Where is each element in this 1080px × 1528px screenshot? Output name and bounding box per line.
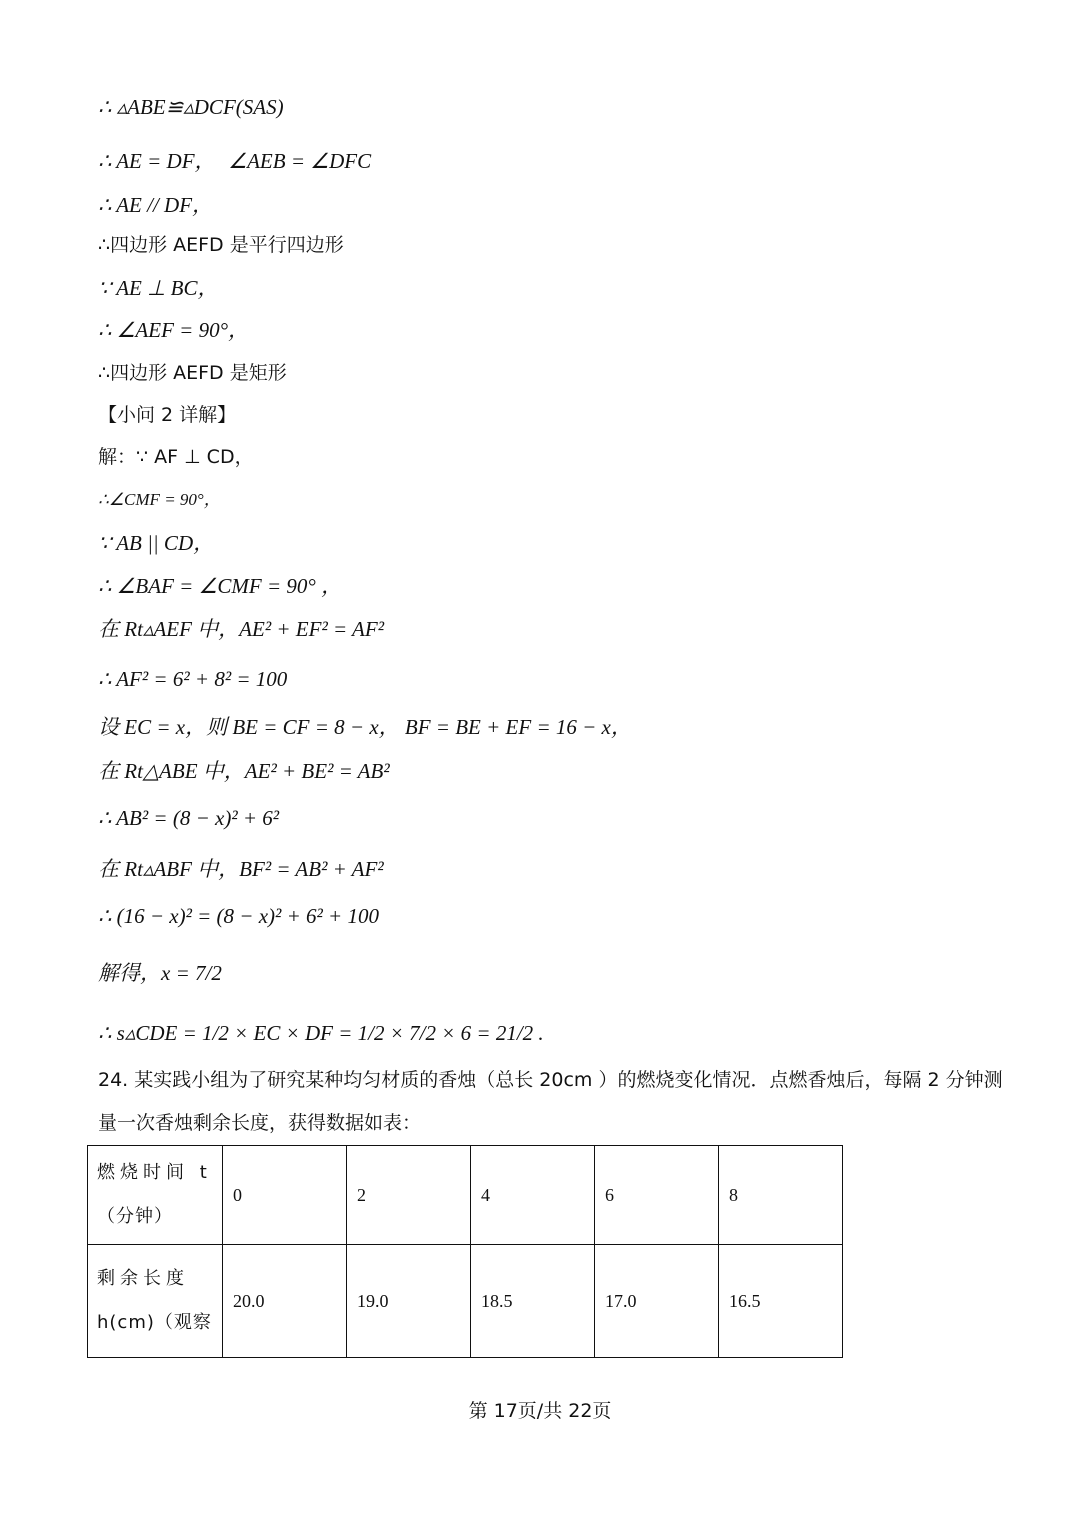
solution-line-ab-parallel-cd	[98, 533, 214, 554]
solution-line-equation	[98, 906, 379, 927]
solution-line-cmf	[98, 491, 221, 509]
text: 解：∵ AF ⊥ CD，	[98, 446, 254, 468]
solution-line-let-ec	[98, 717, 632, 738]
table-cell: 0	[223, 1146, 347, 1245]
table-header-time	[88, 1146, 223, 1245]
solution-line-baf	[98, 576, 342, 597]
solution-line-rectangle	[98, 364, 287, 383]
problem-24-line2	[98, 1114, 421, 1133]
table-row-time	[88, 1146, 843, 1245]
header-text: （分钟）	[97, 1206, 173, 1227]
solution-line-ab-squared	[98, 808, 279, 829]
math-text: 在 Rt▵AEF 中，AE² + EF² = AF²	[98, 617, 385, 641]
math-text: ∴ AF² = 6² + 8² = 100	[98, 667, 288, 691]
table-cell: 20.0	[223, 1245, 347, 1358]
table-cell: 19.0	[347, 1245, 471, 1358]
math-text: ∴ ∠AEF = 90°，	[98, 318, 249, 342]
math-text: ∴ s▵CDE = 1/2 × EC × DF = 1/2 × 7/2 × 6 = 21/2 .	[98, 1021, 544, 1045]
solution-line-x-value	[98, 963, 222, 984]
table-cell: 6	[595, 1146, 719, 1245]
solution-line-rt-abe	[98, 761, 390, 782]
solution-line-area	[98, 1023, 544, 1044]
table-row-length	[88, 1245, 843, 1358]
math-text: ∠AEB = ∠DFC	[228, 149, 372, 173]
math-text: ∴ ▵ABE≌▵DCF(SAS)	[98, 95, 284, 119]
math-text: ∵ AE ⊥ BC，	[98, 276, 219, 300]
solution-line-equal-sides	[98, 151, 371, 172]
table-cell: 17.0	[595, 1245, 719, 1358]
solution-line-congruence	[98, 97, 284, 118]
solution-line-parallel	[98, 195, 213, 216]
table-cell: 18.5	[471, 1245, 595, 1358]
solution-line-af-squared	[98, 669, 287, 690]
problem-24-line1	[98, 1071, 1003, 1090]
text: ∴四边形 AEFD 是矩形	[98, 362, 287, 384]
text: 【小问 2 详解】	[98, 404, 237, 426]
section-heading-part2	[98, 406, 236, 425]
data-table	[87, 1145, 843, 1358]
table-cell: 8	[719, 1146, 843, 1245]
text: ∴四边形 AEFD 是平行四边形	[98, 234, 344, 256]
text: 量一次香烛剩余长度，获得数据如表：	[98, 1112, 422, 1134]
page-footer: 第 17页/共 22页	[468, 1400, 612, 1422]
solution-line-perpendicular	[98, 278, 219, 299]
solution-line-rt-abf	[98, 859, 384, 880]
math-text: ∴∠CMF = 90°，	[98, 490, 221, 509]
table-cell: 16.5	[719, 1245, 843, 1358]
solution-line-right-angle	[98, 320, 249, 341]
math-text: ∵ AB || CD，	[98, 531, 215, 555]
solution-line-parallelogram	[98, 236, 344, 255]
math-text: ∴ AB² = (8 − x)² + 6²	[98, 806, 280, 830]
table-cell: 2	[347, 1146, 471, 1245]
math-text: 解得，x = 7/2	[98, 961, 222, 985]
math-text: ∴ AE // DF，	[98, 193, 214, 217]
math-text: 在 Rt△ABE 中，AE² + BE² = AB²	[98, 759, 390, 783]
table-cell: 4	[471, 1146, 595, 1245]
math-text: 设 EC = x，则 BE = CF = 8 − x， BF = BE + EF = 16 − x，	[98, 715, 632, 739]
math-text: ∴ (16 − x)² = (8 − x)² + 6² + 100	[98, 904, 379, 928]
table-header-length	[88, 1245, 223, 1358]
header-text: h(cm)（观察	[97, 1312, 212, 1333]
math-text: ∴ AE = DF，	[98, 149, 216, 173]
text: 24. 某实践小组为了研究某种均匀材质的香烛（总长 20cm ）的燃烧变化情况．点燃香烛后，每隔 2 分钟测	[98, 1069, 1003, 1091]
header-text: 剩余长度	[97, 1268, 189, 1289]
solution-line-given	[98, 448, 254, 467]
header-text: 燃烧时间 t	[97, 1162, 212, 1183]
math-text: 在 Rt▵ABF 中，BF² = AB² + AF²	[98, 857, 384, 881]
math-text: ∴ ∠BAF = ∠CMF = 90° ，	[98, 574, 343, 598]
solution-line-rt-aef	[98, 619, 384, 640]
